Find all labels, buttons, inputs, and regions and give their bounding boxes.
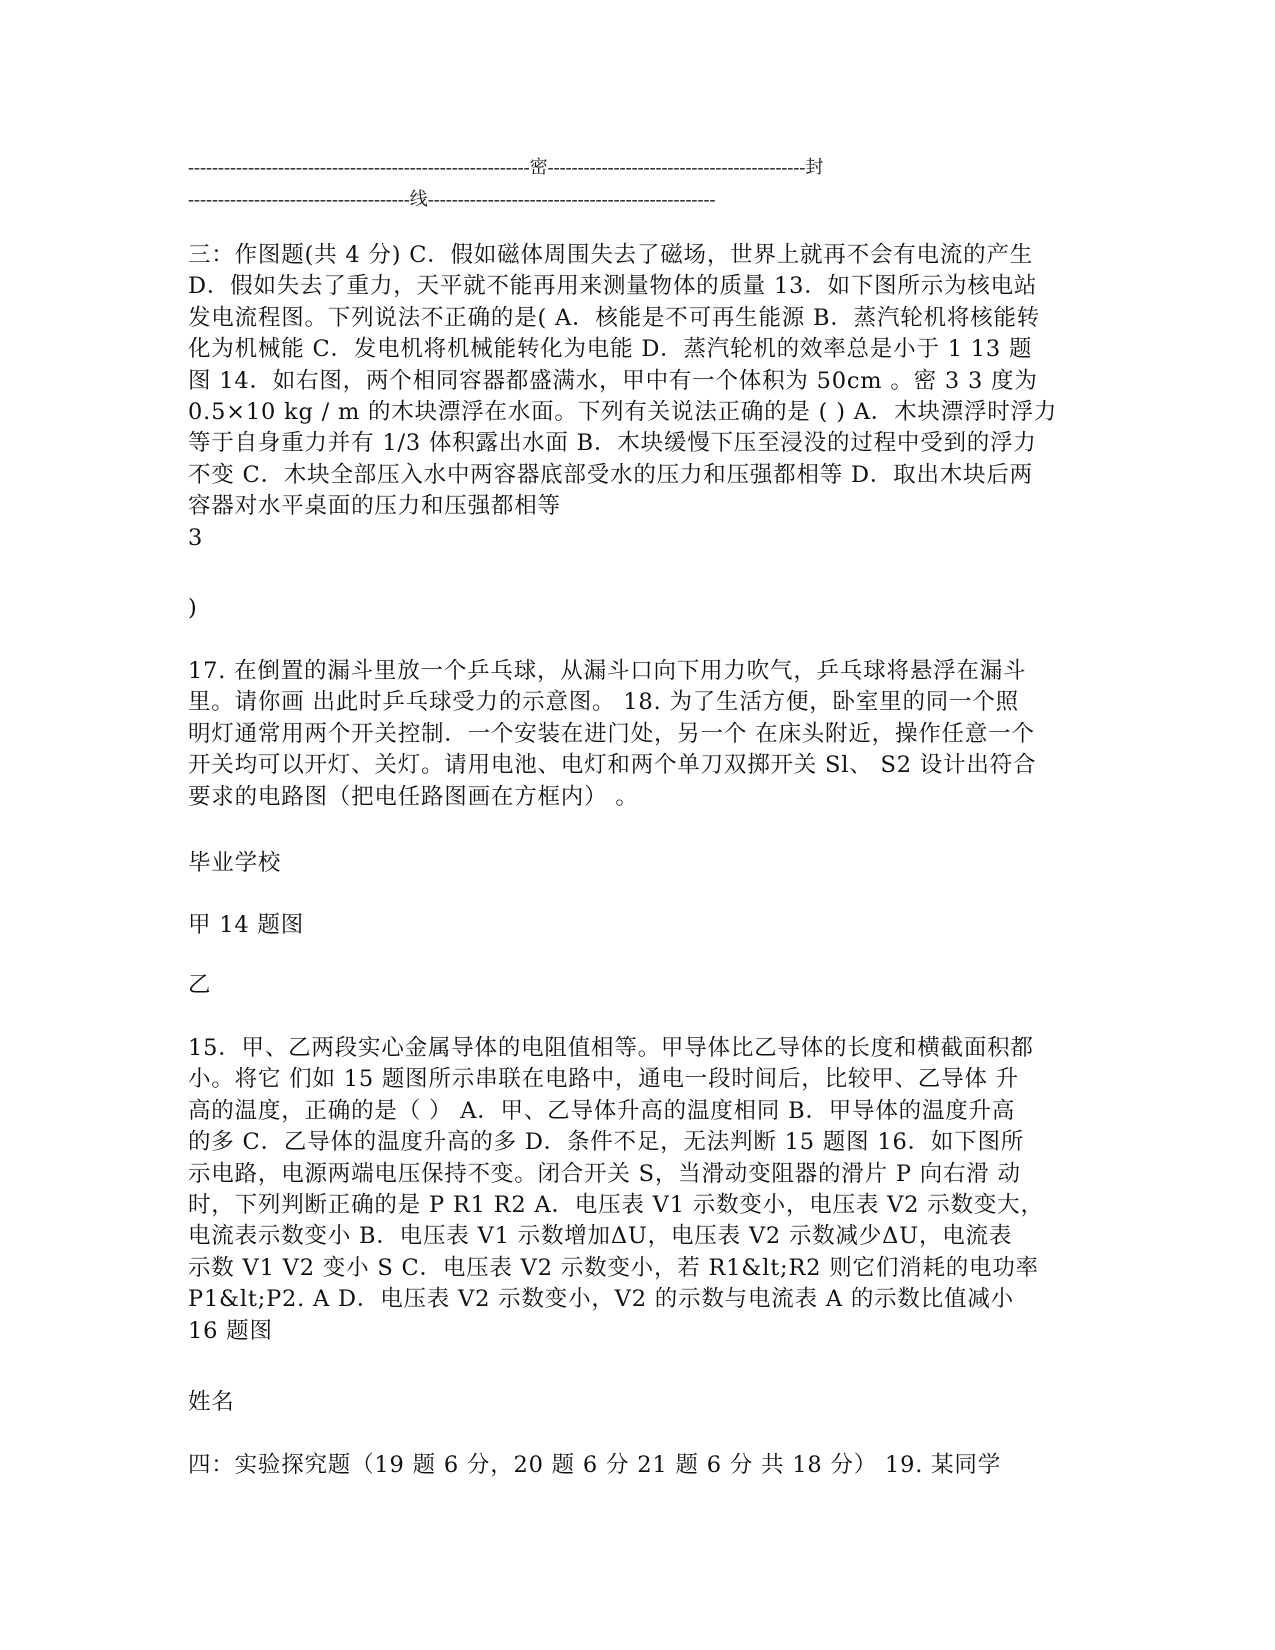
closing-parenthesis: ) bbox=[188, 595, 198, 621]
section-3-drawing-questions: 三：作图题(共 4 分) C．假如磁体周围失去了磁场，世界上就再不会有电流的产生 D．假如失去了重力，天平就不能再用来测量物体的质量 13．如下图所示为核电站 发电流程图。下列说法不正确的是( A．核能是不可再生能源 B．蒸汽轮机将核能转 化为机械能 C．发电机将机械能转化为电能 D．蒸汽轮机的效率总是小于 1 13 题 图 14．如右图，两个相同容器都盛满水，甲中有一个体积为 50cm 。密 3 3 度为 0.5×10 kg / m 的木块漂浮在水面。下列有关说法正确的是 ( ) A．木块漂浮时浮力 等于自身重力并有 1/3 体积露出水面 B．木块缓慢下压至浸没的过程中受到的浮力 不变 C．木块全部压入水中两容器底部受水的压力和压强都相等 D．取出木块后两 容器对水平桌面的压力和压强都相等 3 bbox=[188, 242, 1058, 551]
name-label: 姓名 bbox=[188, 1389, 235, 1415]
question-17-18: 17. 在倒置的漏斗里放一个乒乓球，从漏斗口向下用力吹气，乒乓球将悬浮在漏斗 里。请你画 出此时乒乓球受力的示意图。 18. 为了生活方便，卧室里的同一个照 明灯通常用两个开关控制．一个安装在进门处，另一个 在床头附近，操作任意一个 开关均可以开灯、关灯。请用电池、电灯和两个单刀双掷开关 Sl、 S2 设计出符合 要求的电路图（把电任路图画在方框内） 。 bbox=[188, 658, 1037, 810]
figure-14-yi-caption: 乙 bbox=[188, 972, 212, 998]
figure-14-jia-caption: 甲 14 题图 bbox=[188, 912, 305, 938]
seal-line-bottom: -------------------------------------线------------------------------------------------ bbox=[188, 189, 716, 209]
section-4-experiment-questions: 四：实验探究题（19 题 6 分，20 题 6 分 21 题 6 分 共 18 分） 19. 某同学 bbox=[188, 1452, 1002, 1478]
question-15-16: 15．甲、乙两段实心金属导体的电阻值相等。甲导体比乙导体的长度和横截面积都 小。将它 们如 15 题图所示串联在电路中，通电一段时间后，比较甲、乙导体 升 高的温度，正确的是（ ） A．甲、乙导体升高的温度相同 B．甲导体的温度升高 的多 C．乙导体的温度升高的多 D．条件不足，无法判断 15 题图 16．如下图所 示电路，电源两端电压保持不变。闭合开关 S，当滑动变阻器的滑片 P 向右滑 动 时，下列判断正确的是 P R1 R2 A．电压表 V1 示数变小，电压表 V2 示数变大， 电流表示数变小 B．电压表 V1 示数增加ΔU，电压表 V2 示数减少ΔU，电流表 示数 V1 V2 变小 S C．电压表 V2 示数变小，若 R1&lt;R2 则它们消耗的电功率 P1&lt;P2. A D．电压表 V2 示数变小，V2 的示数与电流表 A 的示数比值减小 16 题图 bbox=[188, 1035, 1044, 1344]
school-label: 毕业学校 bbox=[188, 850, 282, 876]
seal-line-top: ---------------------------------------------------------密-------------------------------------------封 bbox=[188, 157, 824, 177]
